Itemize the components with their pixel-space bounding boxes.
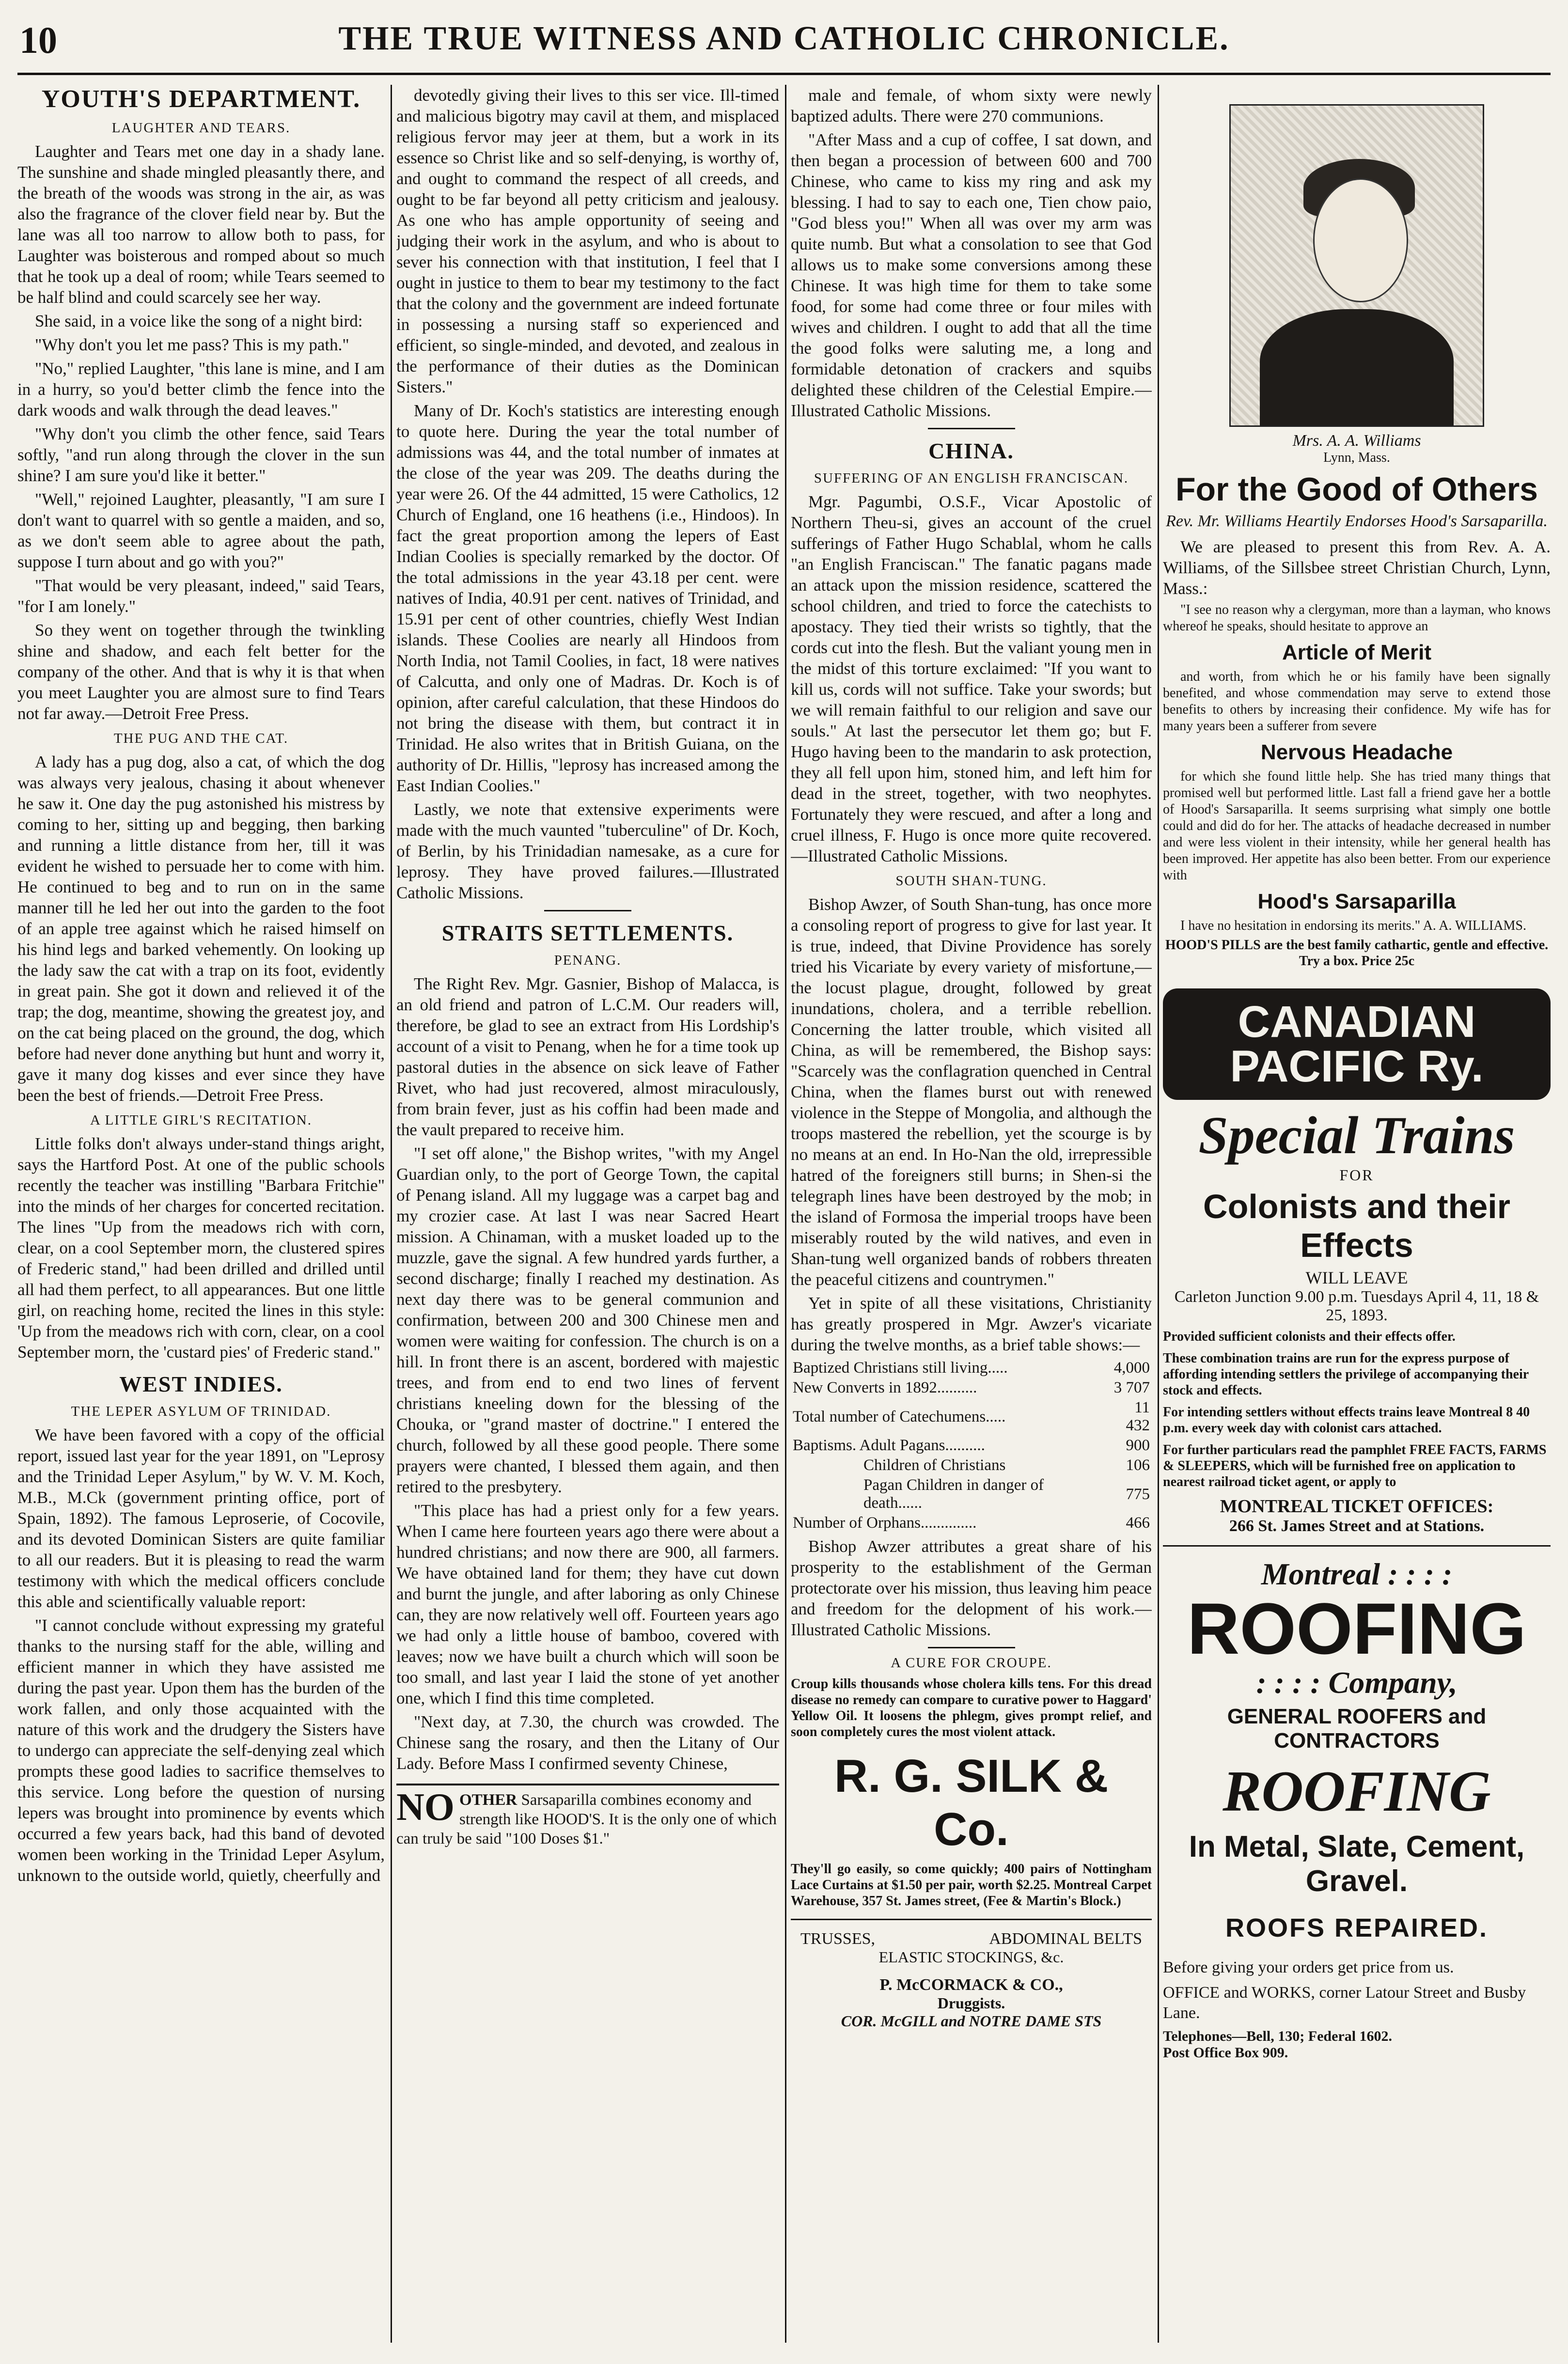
table-value: 466 [1126,1514,1150,1532]
advert-heading: Article of Merit [1282,641,1432,664]
paragraph: Little folks don't always under-stand things aright, says the Hartford Post. At one of the public schools recently the teacher was instilling "Barbara Fritchie" into the minds of her charges for concerted recitation. The lines "Up from the meadows rich with corn, clear, on a cool September morn, the clustered spires of Frederic stand," had been drilled and drilled until all had them perfect, to all appearances. But one little girl, on reaching home, recited the lines in this style: 'Up from the meadows rich with corn, clear, on a cool September morn, the 'custard pies' of Frederic stand." [17,1134,385,1362]
pharmacy-advert-row [791,1930,1152,1948]
paragraph: "Well," rejoined Laughter, pleasantly, "I am sure I don't want to quarrel with so gentle a maiden, and so, as we don't seem able to agree about the path, suppose I turn about and go with you?" [17,490,385,571]
table-value: 900 [1126,1437,1150,1454]
table-value: 775 [1126,1485,1150,1503]
column-1 [17,85,385,2343]
for-label: FOR [1339,1166,1374,1184]
particulars-text: For further particulars read the pamphlet FREE FACTS, FARMS & SLEEPERS, which will be furnished free on application to nearest railroad ticket agent, or apply to [1163,1442,1547,1489]
paragraph: "Why don't you let me pass? This is my path." [35,335,349,354]
roofs-repaired: ROOFS REPAIRED. [1225,1913,1489,1942]
table-row [791,1456,1152,1475]
section-subtitle: SUFFERING OF AN ENGLISH FRANCISCAN. [814,470,1129,486]
table-value: 106 [1126,1456,1150,1474]
header-rule [17,73,1551,75]
section-subtitle: PENANG. [554,953,622,968]
table-row [791,1513,1152,1533]
table-row [791,1436,1152,1456]
paragraph: So they went on together through the twinkling shine and shadow, and each felt better for the company of the other. And that is why it is that when you meet Laughter you are almost sure to find Tears not far away.—Detroit Free Press. [17,621,385,723]
section-subtitle: SOUTH SHAN-TUNG. [895,873,1047,889]
section-title: STRAITS SETTLEMENTS. [441,921,734,945]
column-rule [391,85,392,2343]
table-row [791,1398,1152,1436]
paragraph: She said, in a voice like the song of a night bird: [35,312,363,330]
roofing-telephones: Telephones—Bell, 130; Federal 1602. [1163,2028,1393,2044]
advert-text: Sarsaparilla combines economy and strength like HOOD'S. It is the only one of which can truly be said "100 Doses $1." [396,1791,777,1847]
roofing-materials: In Metal, Slate, Cement, Gravel. [1189,1830,1525,1898]
advert-heading: OTHER [459,1791,517,1809]
special-trains-title: Special Trains [1198,1106,1515,1165]
paragraph: "I see no reason why a clergyman, more than a layman, who knows whereof he speaks, should hesitate to approve an [1163,602,1551,634]
ticket-office-address: 266 St. James Street and at Stations. [1229,1517,1485,1535]
paragraph: "This place has had a priest only for a few years. When I came here fourteen years ago there were about a hundred christians; and now there are 900, all farmers. We have obtained land for them; they have cut down and burnt the jungle, and after laboring as only Chinese can, they are now relatively well off. Fourteen years ago we had only a little house of bamboo, covered with leaves; now we have built a church which will soon be too small, and last year I laid the stone of yet another one, which I find this time completed. [396,1501,779,1707]
column-2 [396,85,779,2343]
table-label: Children of Christians [863,1456,1006,1474]
roofing-title: ROOFING [1187,1588,1526,1669]
divider [928,1647,1015,1648]
paragraph: "I set off alone," the Bishop writes, "with my Angel Guardian only, to the port of George Town, the capital of Penang island. All my luggage was a carpet bag and my crozier case. At last I was near Sacred Heart mission. A Chinaman, with a musket loaded up to the muzzle, gave the signal. A few hundred yards further, a second discharge; finally I reached my destination. As next day there was to be general communion and confirmation, between 200 and 300 Chinese men and women were waiting for confession. The church is on a hill. In front there is an ascent, bordered with majestic trees, and from end to end two lines of fervent christians kneeling down for the blessing of the Chouka, or "grand master of doctrine." I entered the church, followed by all these good people. There some prayers were chanted, I blessed them again, and then retired to the presbytery. [396,1144,779,1496]
column-rule [785,85,786,2343]
paragraph: "Next day, at 7.30, the church was crowded. The Chinese sang the rosary, and then the Litany of Our Lady. Before Mass I confirmed seventy Chinese, [396,1712,779,1773]
will-leave-label: WILL LEAVE [1305,1268,1408,1287]
croup-text: Croup kills thousands whose cholera kills tens. For this dread disease no remedy can compare to curative power to Haggard' Yellow Oil. It loosens the phlegm, gives prompt relief, and soon completely cures the most violent attack. [791,1676,1152,1739]
paragraph: We have been favored with a copy of the official report, issued last year for the year 1891, on "Leprosy and the Trinidad Leper Asylum," by W. V. M. Koch, M.B., M.Ck (government printing office, port of Spain, 1892). The famous Leproserie, of Cocovile, and its devoted Dominican Sisters are quite familiar to all our readers. But it is pleasing to read the warm testimony with which the medical officers conclude this able and scientifically valuable report: [17,1425,385,1611]
paragraph: Laughter and Tears met one day in a shady lane. The sunshine and shade mingled pleasantly there, and the breath of the woods was strong in the air, as was also the fragrance of the clover field near by. But the lane was all too narrow to allow both to pass, for Laughter was boisterous and romped about so much that he took up a deal of room; while Tears seemed to be half blind and could scarcely see her way. [17,142,385,307]
table-value: 4,000 [1113,1359,1150,1377]
paragraph: I have no hesitation in endorsing its merits." A. A. WILLIAMS. [1180,918,1526,933]
table-value: 3 707 [1113,1379,1150,1396]
table-row [791,1378,1152,1398]
silk-advert-name: R. G. SILK & Co. [834,1750,1109,1855]
paragraph: "Why don't you climb the other fence, said Tears softly, "and run along through the clover in the sun shine? I am sure you'd like it better." [17,424,385,485]
divider [928,428,1015,429]
table-value: 11 432 [1126,1399,1150,1434]
table-label: Baptisms. Adult Pagans.......... [793,1437,985,1454]
trusses-label: TRUSSES, [800,1930,875,1948]
table-label: Total number of Catechumens..... [793,1408,1006,1425]
settlers-text: For intending settlers without effects trains leave Montreal 8 40 p.m. every week day with colonist cars attached. [1163,1405,1530,1436]
portrait-place: Lynn, Mass. [1323,450,1390,465]
advert-heading: Hood's Sarsaparilla [1257,890,1456,913]
advert-headline: For the Good of Others [1176,471,1538,508]
roofing-office: OFFICE and WORKS, corner Latour Street and Busby Lane. [1163,1984,1526,2022]
section-title: CHINA. [928,438,1014,463]
divider [791,1919,1152,1920]
paragraph: "I cannot conclude without expressing my grateful thanks to the nursing staff for the able, willing and efficient manner in which they have assisted me during the past year. Upon them has the burden of the work fallen, and only those acquainted with the nature of this work and the drudgery the Sisters have to undergo can appreciate the self-denying zeal which prompts these good ladies to sacrifice themselves to this service. Long before the question of nursing lepers was brought into prominence by events which occurred a few years back, had this band of devoted women been working in the Trinidad Leper Asylum, unknown to the outside world, quietly, cheerfully and [17,1616,385,1885]
roofing-company-label: : : : : Company, [1256,1665,1458,1700]
belts-label: ABDOMINAL BELTS [989,1930,1142,1948]
page-number: 10 [19,19,57,61]
croup-title: A CURE FOR CROUPE. [891,1655,1052,1671]
divider [544,910,631,911]
paragraph: and worth, from which he or his family have been signally benefited, and whose commendation may serve to extend those benefits to others by increasing their confidence. My wife has for many years been a sufferer from severe [1163,669,1551,734]
table-label: Number of Orphans.............. [793,1514,977,1532]
colonists-title: Colonists and their Effects [1203,1188,1510,1264]
roofing-general: GENERAL ROOFERS and CONTRACTORS [1227,1705,1487,1753]
table-label: Baptized Christians still living..... [793,1359,1008,1377]
combination-text: These combination trains are run for the express purpose of affording intending settlers the privilege of accompanying their stock and effects. [1163,1351,1529,1398]
paragraph: The Right Rev. Mgr. Gasnier, Bishop of Malacca, is an old friend and patron of L.C.M. Our readers will, therefore, be glad to see an extract from His Lordship's account of a visit to Penang, when he for a time took up pastoral duties in the absence on sick leave of Father Rivet, who had just recovered, almost miraculously, from brain fever, just as his coffin had been made and the vault prepared to receive him. [396,974,779,1139]
section-title: WEST INDIES. [119,1372,283,1396]
roofing-postbox: Post Office Box 909. [1163,2045,1288,2061]
portrait-illustration [1229,104,1484,427]
pills-note: HOOD'S PILLS are the best family cathartic, gentle and effective. Try a box. Price 25c [1165,938,1549,969]
table-row [791,1358,1152,1378]
paragraph: Lastly, we note that extensive experiments were made with the much vaunted "tuberculine" of Dr. Koch, of Berlin, by his Trinidadian namesake, as a cure for leprosy. They have proved failures.—Illustrated Catholic Missions. [396,800,779,902]
paragraph: We are pleased to present this from Rev. A. A. Williams, of the Sillsbee street Christian Church, Lynn, Mass.: [1163,537,1551,598]
statistics-table [791,1358,1152,1533]
paragraph: "After Mass and a cup of coffee, I sat down, and then began a procession of between 600 and 700 Chinese, who came to kiss my ring and ask my blessing. I had to say to each one, Tien chow paio, "God bless you!" When all was over my arm was quite numb. But what a consolation to see that God allows us to make some conversions among these Chinese. It was high time for them to take some food, for some had come three or four miles with wives and children. I ought to add that all the time the good folks were saluting me, a long and formidable detonation of crackers and squibs delighted these children of the Celestial Empire.—Illustrated Catholic Missions. [791,130,1152,420]
paragraph: Bishop Awzer, of South Shan-tung, has once more a consoling report of progress to give for last year. It is true, indeed, that Divine Providence has sorely tried his Vicariate by every variety of misfortune,—the locust plague, drought, followed by great inundations, cholera, and a terrible rebellion. Concerning the latter trouble, which visited all China, as will be remembered, the Bishop says: "Scarcely was the conflagration quenched in Central China, when the flames burst out with renewed violence in the Steppe of Mongolia, and although the troops mastered the rebellion, yet the scourge is by no means at an end. In Ho-Nan the old, irrepressible hatred of the foreigners still burns; in Shen-si the telegraph lines have been destroyed by the mob; in the island of Formosa the imperial troops have been miserably routed by the wild natives, and even in Shan-tung well organized bands of robbers threaten the peaceful citizens and countrymen." [791,895,1152,1289]
schedule-text: Carleton Junction 9.00 p.m. Tuesdays April 4, 11, 18 & 25, 1893. [1174,1288,1539,1324]
section-title: A LITTLE GIRL'S RECITATION. [90,1112,313,1128]
portrait-dress [1260,309,1454,425]
advert-subhead: Rev. Mr. Williams Heartily Endorses Hood's Sarsaparilla. [1166,512,1548,530]
canadian-pacific-logo [1163,988,1551,1100]
paragraph: Yet in spite of all these visitations, Christianity has greatly prospered in Mgr. Awzer's vicariate during the twelve months, as a brief table shows:— [791,1294,1152,1354]
advert-heading: Nervous Headache [1260,740,1453,764]
silk-advert-text: They'll go easily, so come quickly; 400 pairs of Nottingham Lace Curtains at $1.50 per pair, worth $2.25. Montreal Carpet Warehouse, 357 St. James street, (Fee & Martin's Block.) [791,1862,1152,1909]
advert-initial: NO [396,1786,455,1829]
paragraph: "That would be very pleasant, indeed," said Tears, "for I am lonely." [17,576,385,616]
column-3 [791,85,1152,2343]
table-label: New Converts in 1892.......... [793,1379,977,1396]
provided-text: Provided sufficient colonists and their effects offer. [1163,1329,1456,1344]
roofing-before: Before giving your orders get price from us. [1163,1958,1454,1976]
paragraph: A lady has a pug dog, also a cat, of which the dog was always very jealous, chasing it about whenever he saw it. One day the pug astonished his mistress by coming to her, sitting up and begging, then barking and running a little distance from her, till it was evident he wished to persuade her to come with him. He continued to beg and to run on in the same manner till he led her out into the garden to the foot of an apple tree against which he raised himself on his hind legs and barked vehemently. On looking up the lady saw the cat with a trap on its foot, evidently in great pain. She got it down and relieved it of the trap; the dog, meantime, showing the greatest joy, and on the cat being placed on the ground, the dog, which before had never done anything but hunt and worry it, gave it many dog kisses and ever since they have been the best of friends.—Detroit Free Press. [17,752,385,1105]
ticket-office-title: MONTREAL TICKET OFFICES: [1220,1496,1494,1517]
masthead: THE TRUE WITNESS AND CATHOLIC CHRONICLE. [338,20,1230,57]
paragraph: male and female, of whom sixty were newly baptized adults. There were 270 communions. [791,86,1152,125]
table-row [791,1475,1152,1513]
table-label: Pagan Children in danger of death...... [863,1476,1044,1512]
paragraph: "No," replied Laughter, "this lane is mine, and I am in a hurry, so you'd better climb the fence into the dark woods and walk through the dead leaves." [17,359,385,420]
department-title: YOUTH'S DEPARTMENT. [41,85,361,113]
paragraph: Many of Dr. Koch's statistics are interesting enough to quote here. During the year the total number of admissions was 44, and the total number of inmates at the close of the year was 209. The deaths during the year were 26. Of the 44 admitted, 15 were Catholics, 12 Church of England, one 16 heathens (i.e., Hindoos). In fact the great proportion among the lepers of East Indian Coolies is specially remarked by the doctor. Of the total admissions in the year 43.18 per cent. were natives of India, 40.91 per cent. natives of Trinidad, and 15.91 per cent of other countries, chiefly West Indian islands. These Coolies are nearly all Hindoos from North India, not Tamil Coolies, in fact, 18 were natives of Calcutta, and only one of Madras. Dr. Koch is of opinion, after careful calculation, that these Hindoos do not bring the disease with them, but contract it in Trinidad. He also writes that in British Guiana, on the authority of Dr. Hillis, "leprosy has increased among the East Indian Coolies." [396,401,779,795]
paragraph: Bishop Awzer attributes a great share of his prosperity to the establishment of the German protectorate over his mission, thus leaving him peace and freedom for the delopment of his work.—Illustrated Catholic Missions. [791,1537,1152,1639]
hoods-advert [396,1784,779,1848]
paragraph: devotedly giving their lives to this ser vice. Ill-timed and malicious bigotry may cavil at them, and misplaced religious fervor may jeer at them, but a work in its essence so Christ like and so self-denying, is worthy of, and ought to command the respect of all creeds, and ought to be far beyond all petty criticism and jealousy. As one who has ample opportunity of seeing and judging their work in the asylum, and who is about to sever his connection with that institution, I feel that I ought in justice to them to bear my testimony to the fact that the colony and the government are indeed fortunate in possessing a nursing staff so experienced and efficient, so single-minded, and devoted, and zealous in the performance of their duties as the Dominican Sisters." [396,86,779,396]
stockings-label: ELASTIC STOCKINGS, &c. [878,1948,1064,1966]
divider [1163,1545,1551,1547]
logo-line: CANADIAN [1238,997,1476,1047]
paragraph: Mgr. Pagumbi, O.S.F., Vicar Apostolic of Northern Theu-si, gives an account of the cruel sufferings of Father Hugo Schablal, whom he calls "an English Franciscan." The fanatic pagans made an attack upon the mission residence, scattered the school children, and tried to force the catechists to apostacy. They tied their wrists so tightly, that the cords cut into the flesh. But the valiant young men in the midst of this torture exclaimed: "If you want to kill us, cords will not suffice. Take your swords; but we will remain faithful to our religion and save our souls." At last the persecutor let them go; but F. Hugo having been to the mandarin to ask protection, they all fell upon him, stoned him, and left him for dead in the street, together, with two neophytes. Fortunately they were rescued, and after a long and cruel illness, F. Hugo is once more quite recovered.—Illustrated Catholic Missions. [791,492,1152,865]
column-rule [1158,85,1159,2343]
pharmacy-address: COR. McGILL and NOTRE DAME STS [841,2012,1102,2030]
section-title: THE PUG AND THE CAT. [113,731,289,746]
roofing-italic-title: ROOFING [1223,1759,1491,1823]
pharmacy-name: P. McCORMACK & CO., [879,1976,1063,1994]
logo-line: PACIFIC Ry. [1230,1042,1484,1091]
roofing-company-city: Montreal : : : : [1261,1557,1453,1591]
pharmacy-type: Druggists. [937,1994,1005,2012]
section-title: LAUGHTER AND TEARS. [111,120,291,136]
portrait-caption: Mrs. A. A. Williams [1292,432,1421,450]
section-subtitle: THE LEPER ASYLUM OF TRINIDAD. [71,1404,331,1419]
portrait-face [1313,178,1408,302]
column-4 [1163,85,1551,2343]
paragraph: for which she found little help. She has tried many things that promised well but performed little. Last fall a friend gave her a bottle of Hood's Sarsaparilla. It seems surprising what simply one bottle could and did do for her. The attacks of headache decreased in number and were less violent in their intensity, while her general health has been improved. Her appetite has also been better. From our experience with [1163,769,1551,883]
